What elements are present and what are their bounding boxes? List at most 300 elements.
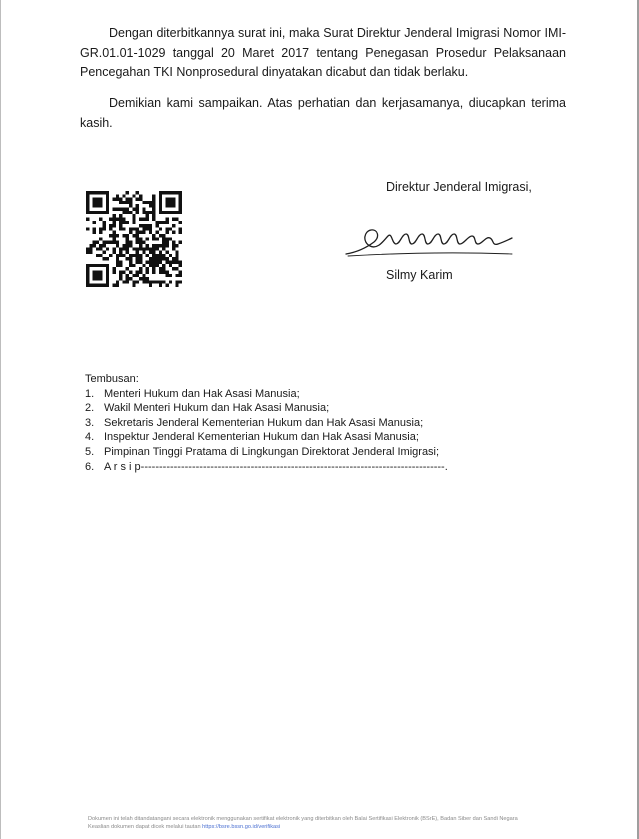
qr-module <box>112 247 115 250</box>
qr-module <box>86 191 89 194</box>
qr-module <box>106 280 109 283</box>
qr-module <box>86 284 89 287</box>
qr-module <box>136 191 139 194</box>
qr-module <box>126 280 129 283</box>
qr-module <box>172 224 175 227</box>
qr-module <box>179 241 182 244</box>
qr-module <box>119 221 122 224</box>
qr-module <box>126 257 129 260</box>
item-number: 2. <box>85 402 95 415</box>
qr-module <box>103 211 106 214</box>
qr-module <box>165 211 168 214</box>
qr-module <box>112 231 115 234</box>
qr-module <box>169 264 172 267</box>
qr-module <box>142 247 145 250</box>
qr-module <box>132 284 135 287</box>
item-text: Menteri Hukum dan Hak Asasi Manusia; <box>104 387 300 400</box>
qr-module <box>179 227 182 230</box>
qr-module <box>136 261 139 264</box>
qr-module <box>129 231 132 234</box>
qr-module <box>152 264 155 267</box>
qr-module <box>149 224 152 227</box>
qr-module <box>146 280 149 283</box>
qr-module <box>139 247 142 250</box>
qr-module <box>126 244 129 247</box>
item-number: 5. <box>85 445 95 458</box>
qr-module <box>99 217 102 220</box>
qr-module <box>159 270 162 273</box>
qr-module <box>156 237 159 240</box>
qr-module <box>96 254 99 257</box>
qr-module <box>175 261 178 264</box>
qr-module <box>149 231 152 234</box>
qr-module <box>119 208 122 211</box>
qr-module <box>149 257 152 260</box>
qr-module <box>103 264 106 267</box>
qr-module <box>152 234 155 237</box>
qr-module <box>89 191 92 194</box>
qr-module <box>136 251 139 254</box>
qr-module <box>93 277 96 280</box>
qr-module <box>112 224 115 227</box>
qr-module <box>126 247 129 250</box>
qr-module <box>159 244 162 247</box>
qr-module <box>99 244 102 247</box>
qr-module <box>146 247 149 250</box>
qr-module <box>103 244 106 247</box>
qr-module <box>156 254 159 257</box>
qr-module <box>119 270 122 273</box>
qr-module <box>146 227 149 230</box>
qr-module <box>116 208 119 211</box>
qr-module <box>132 194 135 197</box>
qr-module <box>116 234 119 237</box>
qr-module <box>103 227 106 230</box>
qr-module <box>139 231 142 234</box>
qr-module <box>172 191 175 194</box>
qr-module <box>96 198 99 201</box>
qr-module <box>136 270 139 273</box>
qr-module <box>165 231 168 234</box>
qr-module <box>175 257 178 260</box>
qr-module <box>106 211 109 214</box>
qr-module <box>109 241 112 244</box>
qr-module <box>86 198 89 201</box>
list-item <box>85 460 448 475</box>
qr-module <box>139 254 142 257</box>
qr-module <box>99 237 102 240</box>
qr-module <box>179 198 182 201</box>
qr-module <box>86 251 89 254</box>
qr-module <box>152 217 155 220</box>
signatory-name: Silmy Karim <box>386 268 453 282</box>
qr-module <box>149 247 152 250</box>
qr-module <box>136 280 139 283</box>
qr-module <box>169 191 172 194</box>
qr-module <box>172 198 175 201</box>
qr-module <box>165 221 168 224</box>
qr-module <box>126 211 129 214</box>
list-item <box>85 387 445 402</box>
qr-module <box>119 264 122 267</box>
qr-module <box>159 208 162 211</box>
qr-module <box>136 257 139 260</box>
qr-module <box>93 244 96 247</box>
qr-module <box>99 264 102 267</box>
qr-module <box>89 244 92 247</box>
list-item <box>85 401 445 416</box>
qr-module <box>93 274 96 277</box>
qr-module <box>103 251 106 254</box>
item-text: Wakil Menteri Hukum dan Hak Asasi Manusia; <box>104 402 330 415</box>
qr-module <box>89 211 92 214</box>
qr-module <box>96 211 99 214</box>
qr-module <box>93 221 96 224</box>
qr-module <box>106 198 109 201</box>
qr-module <box>146 217 149 220</box>
qr-module <box>112 208 115 211</box>
qr-module <box>132 217 135 220</box>
qr-module <box>172 201 175 204</box>
qr-module <box>89 251 92 254</box>
qr-module <box>139 244 142 247</box>
qr-module <box>156 221 159 224</box>
qr-module <box>179 221 182 224</box>
qr-module <box>146 201 149 204</box>
qr-module <box>162 211 165 214</box>
qr-module <box>172 247 175 250</box>
qr-module <box>112 251 115 254</box>
qr-module <box>132 274 135 277</box>
qr-module <box>136 198 139 201</box>
qr-module <box>99 247 102 250</box>
qr-module <box>165 204 168 207</box>
qr-module <box>99 277 102 280</box>
qr-module <box>156 261 159 264</box>
qr-module <box>152 194 155 197</box>
qr-module <box>116 254 119 257</box>
qr-module <box>142 231 145 234</box>
qr-module <box>156 257 159 260</box>
qr-module <box>99 231 102 234</box>
list-item <box>85 430 445 445</box>
qr-module <box>86 204 89 207</box>
qr-module <box>93 264 96 267</box>
qr-module <box>139 217 142 220</box>
qr-module <box>129 277 132 280</box>
qr-module <box>93 204 96 207</box>
qr-module <box>159 280 162 283</box>
qr-module <box>96 191 99 194</box>
qr-module <box>122 280 125 283</box>
qr-module <box>122 227 125 230</box>
qr-module <box>152 201 155 204</box>
qr-module <box>165 217 168 220</box>
qr-module <box>112 270 115 273</box>
qr-module <box>172 217 175 220</box>
qr-module <box>149 251 152 254</box>
qr-module <box>99 254 102 257</box>
qr-module <box>96 274 99 277</box>
qr-module <box>175 274 178 277</box>
qr-module <box>152 211 155 214</box>
qr-module <box>159 267 162 270</box>
qr-module <box>162 280 165 283</box>
qr-module <box>132 247 135 250</box>
qr-module <box>179 231 182 234</box>
qr-module <box>159 227 162 230</box>
qr-module <box>116 198 119 201</box>
qr-module <box>126 274 129 277</box>
qr-module <box>136 231 139 234</box>
qr-module <box>179 211 182 214</box>
qr-module <box>116 217 119 220</box>
e-signature-footer <box>88 815 578 831</box>
qr-module <box>86 211 89 214</box>
qr-module <box>122 194 125 197</box>
qr-module <box>122 254 125 257</box>
qr-module <box>142 274 145 277</box>
qr-module <box>152 204 155 207</box>
qr-module <box>146 277 149 280</box>
qr-module <box>146 244 149 247</box>
qr-module <box>96 201 99 204</box>
qr-module <box>106 267 109 270</box>
qr-module <box>142 224 145 227</box>
qr-module <box>112 221 115 224</box>
qr-module <box>139 270 142 273</box>
qr-module <box>86 247 89 250</box>
qr-module <box>136 254 139 257</box>
qr-module <box>179 208 182 211</box>
qr-module <box>146 224 149 227</box>
footer-disclaimer: Dokumen ini telah ditandatangani secara elektronik menggunakan sertifikat elektronik yang diterbitkan oleh Balai Sertifikasi Elektronik (BSrE), Badan Siber dan Sandi Negara <box>88 816 518 822</box>
qr-module <box>86 264 89 267</box>
qr-module <box>112 214 115 217</box>
qr-module <box>136 204 139 207</box>
qr-module <box>149 280 152 283</box>
qr-module <box>169 274 172 277</box>
qr-module <box>119 201 122 204</box>
qr-module <box>162 191 165 194</box>
qr-module <box>103 284 106 287</box>
qr-module <box>126 191 129 194</box>
qr-module <box>165 241 168 244</box>
qr-module <box>119 227 122 230</box>
qr-module <box>152 214 155 217</box>
qr-module <box>126 237 129 240</box>
qr-module <box>156 280 159 283</box>
qr-module <box>106 194 109 197</box>
qr-module <box>93 284 96 287</box>
qr-module <box>112 284 115 287</box>
qr-module <box>126 267 129 270</box>
qr-module <box>106 270 109 273</box>
qr-module <box>162 237 165 240</box>
qr-module <box>96 204 99 207</box>
qr-module <box>122 247 125 250</box>
qr-module <box>132 234 135 237</box>
qr-module <box>93 201 96 204</box>
qr-module <box>136 274 139 277</box>
qr-module <box>106 201 109 204</box>
qr-module <box>99 270 102 273</box>
qr-module <box>149 284 152 287</box>
qr-module <box>142 201 145 204</box>
qr-module <box>122 217 125 220</box>
qr-module <box>156 264 159 267</box>
tembusan-items <box>85 387 448 475</box>
qr-module <box>136 234 139 237</box>
qr-module <box>116 284 119 287</box>
qr-module <box>142 227 145 230</box>
qr-module <box>99 274 102 277</box>
qr-module <box>112 198 115 201</box>
qr-module <box>139 277 142 280</box>
qr-module <box>93 211 96 214</box>
qr-module <box>136 211 139 214</box>
qr-module <box>122 234 125 237</box>
qr-module <box>146 261 149 264</box>
qr-module <box>103 221 106 224</box>
qr-module <box>126 251 129 254</box>
qr-module <box>146 267 149 270</box>
qr-module <box>165 227 168 230</box>
qr-module <box>96 241 99 244</box>
qr-module <box>119 224 122 227</box>
qr-module <box>152 261 155 264</box>
qr-module <box>175 191 178 194</box>
qr-module <box>93 227 96 230</box>
qr-module <box>106 277 109 280</box>
qr-module <box>175 280 178 283</box>
qr-module <box>86 201 89 204</box>
qr-module <box>165 251 168 254</box>
qr-module <box>139 194 142 197</box>
qr-module <box>109 254 112 257</box>
qr-module <box>142 241 145 244</box>
qr-module <box>129 227 132 230</box>
qr-module <box>112 234 115 237</box>
footer-verification-text: Keaslian dokumen dapat dicek melalui tautan <box>88 824 203 830</box>
qr-module <box>136 227 139 230</box>
body-paragraph-revocation: Dengan diterbitkannya surat ini, maka Surat Direktur Jenderal Imigrasi Nomor IMI-GR.01.01-1029 tanggal 20 Maret 2017 tentang Penegasan Prosedur Pelaksanaan Pencegahan TKI Nonprosedural dinyatakan dicabut dan tidak berlaku. <box>80 26 566 79</box>
qr-module <box>172 267 175 270</box>
qr-module <box>159 194 162 197</box>
item-number: 6. <box>85 460 95 473</box>
qr-module <box>165 198 168 201</box>
qr-module <box>142 264 145 267</box>
qr-module <box>152 257 155 260</box>
qr-module <box>139 261 142 264</box>
qr-module <box>165 244 168 247</box>
qr-module <box>99 191 102 194</box>
qr-module <box>106 191 109 194</box>
qr-module <box>129 201 132 204</box>
item-number: 1. <box>85 387 95 400</box>
qr-module <box>93 270 96 273</box>
qr-module <box>136 237 139 240</box>
qr-module <box>119 247 122 250</box>
qr-module <box>86 274 89 277</box>
qr-module <box>156 224 159 227</box>
qr-module <box>175 284 178 287</box>
signatory-title: Direktur Jenderal Imigrasi, <box>386 180 532 194</box>
list-item <box>85 445 445 460</box>
qr-module <box>136 241 139 244</box>
qr-module <box>179 191 182 194</box>
qr-module <box>106 204 109 207</box>
qr-module <box>146 237 149 240</box>
qr-module <box>179 204 182 207</box>
qr-module <box>129 211 132 214</box>
qr-module <box>175 211 178 214</box>
qr-module <box>86 217 89 220</box>
qr-module <box>93 231 96 234</box>
qr-module <box>103 191 106 194</box>
qr-module <box>103 224 106 227</box>
qr-module <box>169 280 172 283</box>
qr-module <box>122 221 125 224</box>
qr-module <box>152 267 155 270</box>
qr-module <box>99 198 102 201</box>
qr-module <box>159 251 162 254</box>
qr-module <box>169 204 172 207</box>
qr-module <box>159 284 162 287</box>
qr-module <box>99 204 102 207</box>
qr-module <box>116 194 119 197</box>
qr-module <box>93 241 96 244</box>
qr-module <box>132 227 135 230</box>
qr-module <box>106 247 109 250</box>
qr-module <box>126 201 129 204</box>
qr-module <box>175 254 178 257</box>
qr-module <box>86 270 89 273</box>
qr-module <box>139 198 142 201</box>
qr-module <box>162 257 165 260</box>
qr-module <box>119 214 122 217</box>
qr-module <box>139 224 142 227</box>
qr-module <box>152 270 155 273</box>
item-text: A r s i p-----------------------------------------------------------------------------------. <box>104 460 448 473</box>
qr-module <box>142 208 145 211</box>
qr-module <box>169 254 172 257</box>
qr-module <box>149 227 152 230</box>
qr-module <box>146 254 149 257</box>
qr-module <box>159 254 162 257</box>
qr-module <box>142 217 145 220</box>
qr-module <box>129 204 132 207</box>
qr-module <box>96 277 99 280</box>
item-number: 3. <box>85 416 95 429</box>
qr-module <box>152 254 155 257</box>
qr-module <box>119 217 122 220</box>
qr-module <box>122 201 125 204</box>
verification-link[interactable]: https://bsre.bssn.go.id/verifikasi <box>202 824 281 830</box>
qr-module <box>169 261 172 264</box>
qr-module <box>159 204 162 207</box>
qr-module <box>112 241 115 244</box>
qr-module <box>86 194 89 197</box>
qr-module <box>162 254 165 257</box>
qr-module <box>86 227 89 230</box>
qr-module <box>129 257 132 260</box>
qr-module <box>179 274 182 277</box>
item-text: Sekretaris Jenderal Kementerian Hukum dan Hak Asasi Manusia; <box>104 416 424 429</box>
qr-module <box>119 251 122 254</box>
qr-module <box>122 208 125 211</box>
qr-module <box>106 241 109 244</box>
